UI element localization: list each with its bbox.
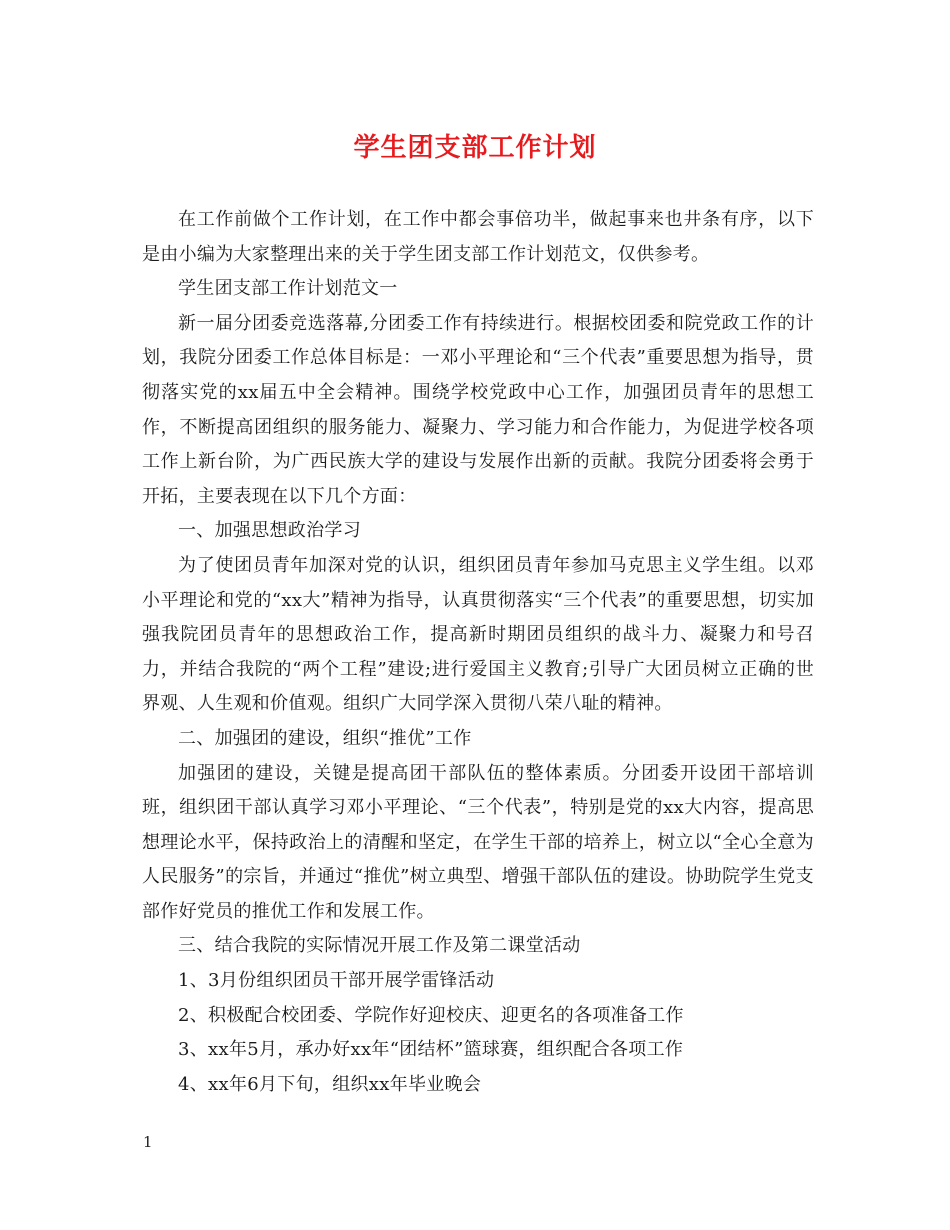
section-heading-2: 二、加强团的建设，组织“推优”工作 bbox=[178, 727, 472, 749]
list-item-2: 2、积极配合校团委、学院作好迎校庆、迎更名的各项准备工作 bbox=[178, 1004, 684, 1026]
paragraph-section-1: 为了使团员青年加深对党的认识，组织团员青年参加马克思主义学生组。以邓小平理论和党的“xx大”精神为指导，认真贯彻落实“三个代表”的重要思想，切实加强我院团员青年的思想政治工作，提高新时期团员组织的战斗力、凝聚力和号召力，并结合我院的“两个工程”建设;进行爱国主义教育;引导广大团员树立正确的世界观、人生观和价值观。组织广大同学深入贯彻八荣八耻的精神。 bbox=[142, 554, 814, 715]
document-body bbox=[142, 203, 814, 1102]
section-heading-3: 三、结合我院的实际情况开展工作及第二课堂活动 bbox=[178, 935, 581, 957]
paragraph-subheading-sample: 学生团支部工作计划范文一 bbox=[178, 278, 398, 300]
list-item-4: 4、xx年6月下旬，组织xx年毕业晚会 bbox=[178, 1073, 482, 1095]
document-title: 学生团支部工作计划 bbox=[353, 133, 597, 163]
list-item-1: 1、3月份组织团员干部开展学雷锋活动 bbox=[178, 970, 495, 992]
section-heading-1: 一、加强思想政治学习 bbox=[178, 520, 361, 542]
paragraph-overview: 新一届分团委竞选落幕,分团委工作有持续进行。根据校团委和院党政工作的计划，我院分团委工作总体目标是：一邓小平理论和“三个代表”重要思想为指导，贯彻落实党的xx届五中全会精神。围绕学校党政中心工作，加强团员青年的思想工作，不断提高团组织的服务能力、凝聚力、学习能力和合作能力，为促进学校各项工作上新台阶，为广西民族大学的建设与发展作出新的贡献。我院分团委将会勇于开拓，主要表现在以下几个方面： bbox=[142, 312, 814, 507]
list-item-3: 3、xx年5月，承办好xx年“团结杯”篮球赛，组织配合各项工作 bbox=[178, 1039, 684, 1061]
paragraph-intro: 在工作前做个工作计划，在工作中都会事倍功半，做起事来也井条有序，以下是由小编为大家整理出来的关于学生团支部工作计划范文，仅供参考。 bbox=[142, 209, 814, 265]
paragraph-section-2: 加强团的建设，关键是提高团干部队伍的整体素质。分团委开设团干部培训班，组织团干部认真学习邓小平理论、“三个代表”，特别是党的xx大内容，提高思想理论水平，保持政治上的清醒和坚定，在学生干部的培养上，树立以“全心全意为人民服务”的宗旨，并通过“推优”树立典型、增强干部队伍的建设。协助院学生党支部作好党员的推优工作和发展工作。 bbox=[142, 762, 814, 922]
page-number: 1 bbox=[143, 1133, 153, 1151]
